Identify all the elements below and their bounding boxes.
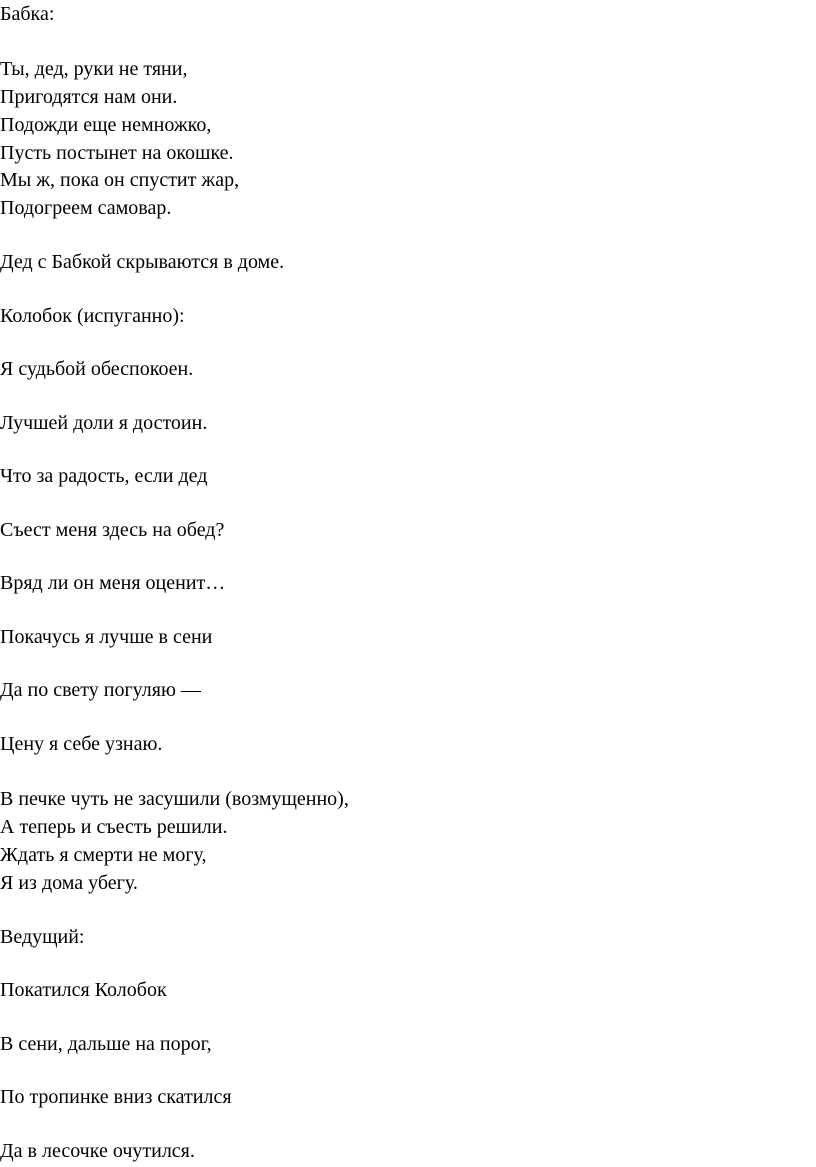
verse-line: Я из дома убегу. [0, 872, 138, 894]
verse-line: Подогреем самовар. [0, 197, 172, 219]
verse-line: Мы ж, пока он спустит жар, [0, 169, 240, 191]
stage-direction: Дед с Бабкой скрываются в доме. [0, 251, 285, 273]
verse-line: Да по свету погуляю — [0, 679, 201, 701]
verse-line: Покачусь я лучше в сени [0, 626, 213, 648]
verse-line: Пусть постынет на окошке. [0, 142, 234, 164]
verse-line: Пригодятся нам они. [0, 86, 178, 108]
speaker-label-kolobok: Колобок (испуганно): [0, 305, 185, 327]
verse-line: Ты, дед, руки не тяни, [0, 58, 188, 80]
verse-line: Покатился Колобок [0, 979, 167, 1001]
speaker-label-babka: Бабка: [0, 3, 55, 25]
verse-line: Цену я себе узнаю. [0, 733, 163, 755]
verse-line: По тропинке вниз скатился [0, 1086, 232, 1108]
verse-line: Ждать я смерти не могу, [0, 844, 207, 866]
verse-line: Съест меня здесь на обед? [0, 519, 225, 541]
verse-line: Что за радость, если дед [0, 465, 208, 487]
verse-line: В печке чуть не засушили (возмущенно), [0, 788, 349, 810]
verse-line: А теперь и съесть решили. [0, 816, 228, 838]
verse-line: Да в лесочке очутился. [0, 1140, 195, 1162]
verse-line: В сени, дальше на порог, [0, 1033, 212, 1055]
verse-line: Подожди еще немножко, [0, 114, 212, 136]
verse-line: Я судьбой обеспокоен. [0, 358, 194, 380]
verse-line: Лучшей доли я достоин. [0, 412, 208, 434]
speaker-label-narrator: Ведущий: [0, 926, 85, 948]
verse-line: Вряд ли он меня оценит… [0, 572, 226, 594]
